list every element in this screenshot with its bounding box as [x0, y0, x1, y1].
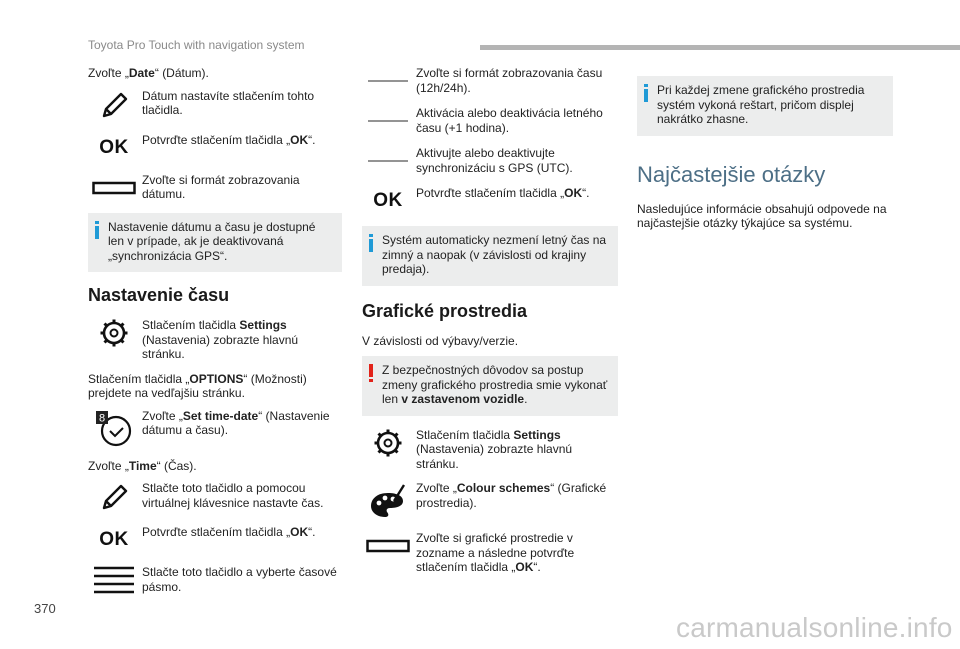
date-format-row: Zvoľte si formát zobrazovania dátumu. [88, 173, 342, 203]
info-note-dst: Systém automaticky nezmení letný čas na zimný a naopak (v závislosti od krajiny predaja). [362, 226, 618, 286]
header-bar [480, 45, 960, 50]
daylight-saving-row: Aktivácia alebo deaktivácia letného času (+1 hodina). [362, 106, 618, 136]
settings-row-2: Stlačením tlačidla Settings (Nastavenia) zobrazte hlavnú stránku. [362, 428, 618, 472]
column-2 [362, 66, 618, 585]
section-heading-time: Nastavenie času [88, 285, 230, 305]
time-keyboard-row: Stlačte toto tlačidlo a pomocou virtuálnej klávesnice nastavte čas. [88, 481, 342, 515]
pencil-icon[interactable] [88, 481, 140, 515]
timezone-row: Stlačte toto tlačidlo a vyberte časové pásmo. [88, 565, 342, 595]
palette-icon[interactable] [362, 481, 414, 521]
section-heading-themes: Grafické prostredia [362, 300, 528, 321]
choose-date-text: Zvoľte „Date“ (Dátum). [88, 66, 209, 80]
section-heading-faq: Najčastejšie otázky [637, 161, 826, 187]
settings-row-1: Stlačením tlačidla Settings (Nastavenia) zobrazte hlavnú stránku. [88, 318, 342, 362]
gear-icon[interactable] [362, 428, 414, 458]
date-set-row: Dátum nastavíte stlačením tohto tlačidla. [88, 89, 342, 123]
time-format-row: Zvoľte si formát zobrazovania času (12h/24h). [362, 66, 618, 96]
menu-lines-icon[interactable] [88, 565, 140, 595]
confirm-ok-row-1: OK Potvrďte stlačením tlačidla „OK“. [88, 133, 342, 163]
column-1 [88, 66, 342, 605]
colour-schemes-row: Zvoľte „Colour schemes“ (Grafické prostredia). [362, 481, 618, 521]
badge-number: 8 [98, 412, 106, 424]
watermark: carmanualsonline.info [676, 612, 953, 643]
ok-icon[interactable]: OK [373, 190, 403, 211]
clock-icon[interactable] [88, 409, 140, 449]
pencil-icon[interactable] [88, 89, 140, 123]
confirm-ok-row-3: OK Potvrďte stlačením tlačidla „OK“. [362, 186, 618, 216]
line-icon[interactable] [362, 106, 414, 136]
ok-icon[interactable]: OK [99, 136, 129, 158]
info-note-restart: Pri každej zmene grafického prostredia systém vykoná reštart, pričom displej nakrátko zhasne. [637, 76, 893, 136]
info-note-date: Nastavenie dátumu a času je dostupné len v prípade, ak je deaktivovaná „synchronizácia GPS“. [88, 213, 342, 273]
ok-icon[interactable]: OK [99, 529, 129, 550]
choose-theme-row: Zvoľte si grafické prostredie v zozname a následne potvrďte stlačením tlačidla „OK“. [362, 531, 618, 575]
rectangle-button-icon[interactable] [88, 173, 140, 203]
options-text: Stlačením tlačidla „OPTIONS“ (Možnosti) prejdete na vedľajšiu stránku. [88, 371, 307, 400]
set-time-date-row: 8 Zvoľte „Set time-date“ (Nastavenie dátumu a času). [88, 409, 342, 449]
rectangle-button-icon[interactable] [362, 531, 414, 561]
version-text: V závislosti od výbavy/verzie. [362, 333, 519, 348]
confirm-ok-row-2: OK Potvrďte stlačením tlačidla „OK“. [88, 525, 342, 555]
warning-note-themes: Z bezpečnostných dôvodov sa postup zmeny grafického prostredia smie vykonať len v zastavenom vozidle. [362, 356, 618, 416]
page-number: 370 [34, 601, 56, 616]
gear-icon[interactable] [88, 318, 140, 348]
column-3 [637, 66, 893, 239]
gps-sync-row: Aktivujte alebo deaktivujte synchronizáciu s GPS (UTC). [362, 146, 618, 176]
header-title: Toyota Pro Touch with navigation system [88, 38, 305, 52]
line-icon[interactable] [362, 146, 414, 176]
choose-time-text: Zvoľte „Time“ (Čas). [88, 458, 197, 473]
faq-intro-text: Nasledujúce informácie obsahujú odpovede na najčastejšie otázky týkajúce sa systému. [637, 201, 887, 230]
line-icon[interactable] [362, 66, 414, 96]
